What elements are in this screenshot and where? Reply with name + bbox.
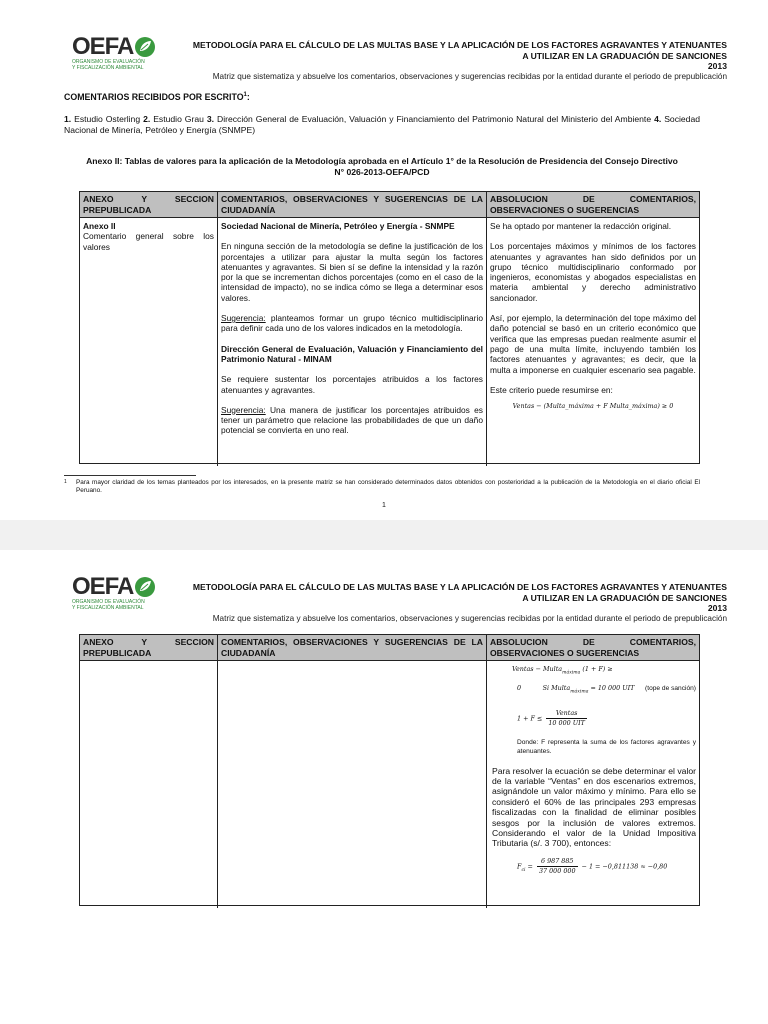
table-row	[80, 218, 699, 466]
cell-anexo: Anexo II Comentario general sobre los valores	[80, 218, 218, 466]
oefa-logo	[72, 34, 160, 74]
donde-note: Donde: F representa la suma de los factores agravantes y atenuantes.	[517, 738, 696, 755]
comment-paragraph: En ninguna sección de la metodología se define la justificación de los porcentajes a utilizar para ajustar la multa según los factores atenuantes y agravantes. Si bien sí se define la intensidad y la razón por la que se incrementan dichos porcentajes (como en el caso de la intensidad de impacto), no se indica cómo se llega a determinar esos valores.	[221, 241, 483, 303]
logo-subtitle: ORGANISMO DE EVALUACIÓN Y FISCALIZACIÓN AMBIENTAL	[72, 599, 145, 611]
logo-wordmark: OEFA	[72, 33, 134, 60]
cell-comentarios	[218, 661, 487, 908]
footnote: 1 Para mayor claridad de los temas planteados por los interesados, en la presente matriz se han considerado determinados datos obtenidos con posterioridad a la publicación de la Metodología en el diario oficial El Peruano.	[64, 479, 700, 494]
formula-1: Ventas − Multa$_{máxima}$ (1 + F) ≥	[512, 665, 613, 676]
org-minam: Dirección General de Evaluación, Valuación y Financiamiento del Patrimonio Natural - MINAM	[221, 343, 483, 364]
formula-4: $F_{ci}$ = $\frac{6 987 885}{37 000 000}$ − 1 = −0,811138 ≈ −0,80	[517, 856, 668, 875]
entities-list: 1. Estudio Osterling 2. Estudio Grau 3. Dirección General de Evaluación, Valuación y Financiamiento del Patrimonio Natural del Ministerio del Ambiente 4. Sociedad Nacional de Minería, Petróleo y Energía (SNMPE)	[64, 114, 701, 135]
formula-ventas: Ventas − (Multa_máxima + F Multa_máxima) ≥ 0	[512, 402, 674, 411]
header-subtitle: Matriz que sistematiza y absuelve los comentarios, observaciones y sugerencias recibidas por la entidad durante el periodo de prepublicación	[212, 614, 727, 623]
leaf-icon	[134, 576, 156, 598]
header-year: 2013	[707, 61, 727, 71]
oefa-logo	[72, 574, 160, 614]
table-row	[80, 661, 699, 908]
page-number: 1	[382, 502, 386, 509]
col-header-anexo: ANEXO Y SECCION PREPUBLICADA	[80, 635, 218, 660]
header-year: 2013	[707, 603, 727, 613]
col-header-absolucion: ABSOLUCION DE COMENTARIOS, OBSERVACIONES O SUGERENCIAS	[490, 637, 696, 658]
cell-anexo	[80, 661, 218, 908]
document-page-2	[0, 550, 768, 1024]
anexo-title: Anexo II: Tablas de valores para la aplicación de la Metodología aprobada en el Artículo 1° de la Resolución de Presidencia del Consejo Directivo N° 026-2013-OEFA/PCD	[86, 156, 678, 177]
org-snmpe: Sociedad Nacional de Minería, Petróleo y Energía - SNMPE	[221, 221, 455, 231]
header-title-line2: A UTILIZAR EN LA GRADUACIÓN DE SANCIONES	[522, 50, 727, 61]
header-subtitle: Matriz que sistematiza y absuelve los comentarios, observaciones y sugerencias recibidas por la entidad durante el periodo de prepublicación	[212, 72, 727, 81]
cell-absolucion: Se ha optado por mantener la redacción original. Los porcentajes máximos y mínimos de los factores atenuantes y agravantes han sido definidos por un grupo técnico multidisciplinario conformado por ingenieros, economistas y abogados especialistas en materia ambiental y derecho administrativo sancionador. Así, por ejemplo, la determinación del tope máximo del daño potencial se basó en un criterio económico que verifica que las empresas puedan realmente asumir el pago de una multa límite, incluyendo también los factores atenuantes y agravantes; es decir, que la multa a imponerse en cualquier escenario sea pagable. Este criterio puede resumirse en: Ventas − (Multa_máxima + F Multa_máxima) ≥ 0	[490, 221, 696, 411]
comment-paragraph: Se requiere sustentar los porcentajes atribuidos a los factores atenuantes y agravantes.	[221, 374, 483, 395]
header-title-line1: METODOLOGÍA PARA EL CÁLCULO DE LAS MULTAS BASE Y LA APLICACIÓN DE LOS FACTORES AGRAVANTES Y ATENUANTES	[192, 40, 727, 50]
formula-3: 1 + F ≤ $\frac{\text{Ventas}}{\text{10 000 UIT}}$	[517, 708, 585, 727]
header-title-line1: METODOLOGÍA PARA EL CÁLCULO DE LAS MULTAS BASE Y LA APLICACIÓN DE LOS FACTORES AGRAVANTES Y ATENUANTES	[192, 582, 727, 592]
col-header-absolucion: ABSOLUCION DE COMENTARIOS, OBSERVACIONES O SUGERENCIAS	[490, 194, 696, 215]
col-header-comentarios: COMENTARIOS, OBSERVACIONES Y SUGERENCIAS DE LA CIUDADANÍA	[218, 635, 487, 660]
cell-absolucion	[487, 661, 699, 908]
logo-wordmark: OEFA	[72, 573, 134, 600]
leaf-icon	[134, 36, 156, 58]
resolver-paragraph: Para resolver la ecuación se debe determinar el valor de la variable “Ventas” en dos escenarios extremos, asignándole un valor máximo y mínimo. Para ello se consideró el 60% de las principales 293 empresas fiscalizadas con la finalidad de eliminar posibles sesgos por la inclusión de valores extremos. Considerando el valor de la Unidad Impositiva Tributaria (s/. 3 700), entonces:	[492, 765, 696, 849]
table-header-row	[80, 192, 699, 218]
footnote-divider	[64, 475, 196, 476]
col-header-comentarios: COMENTARIOS, OBSERVACIONES Y SUGERENCIAS DE LA CIUDADANÍA	[218, 192, 487, 217]
logo-subtitle: ORGANISMO DE EVALUACIÓN Y FISCALIZACIÓN AMBIENTAL	[72, 59, 145, 71]
table-header-row	[80, 635, 699, 661]
page-gap	[0, 520, 768, 550]
cell-comentarios: Sociedad Nacional de Minería, Petróleo y Energía - SNMPE En ninguna sección de la metodología se define la justificación de los porcentajes a utilizar para ajustar la multa según los factores atenuantes y agravantes. Si bien sí se define la intensidad y la razón por la que se incrementan dichos porcentajes (como en el caso de la intensidad de impacto), no se indica cómo se llega a determinar esos valores. Sugerencia: planteamos formar un grupo técnico multidisciplinario para definir cada uno de los valores indicados en la metodología. Dirección General de Evaluación, Valuación y Financiamiento del Patrimonio Natural - MINAM Se requiere sustentar los porcentajes atribuidos a los factores atenuantes y agravantes. Sugerencia: Una manera de justificar los porcentajes atribuidos es tener un parámetro que relacione las probabilidades de que un daño potencial se convierta en uno real.	[218, 218, 487, 466]
col-header-anexo: ANEXO Y SECCION PREPUBLICADA	[80, 192, 218, 217]
comments-table-page-2	[79, 634, 700, 906]
document-header	[193, 40, 727, 82]
comments-title: COMENTARIOS RECIBIDOS POR ESCRITO$^1$:	[64, 92, 250, 102]
comments-table-page-1	[79, 191, 700, 464]
document-header	[193, 582, 727, 624]
header-title-line2: A UTILIZAR EN LA GRADUACIÓN DE SANCIONES	[522, 592, 727, 603]
formula-2: 0 Si Multa$_{máxima}$ = 10 000 UIT (tope de sanción)	[517, 684, 696, 695]
